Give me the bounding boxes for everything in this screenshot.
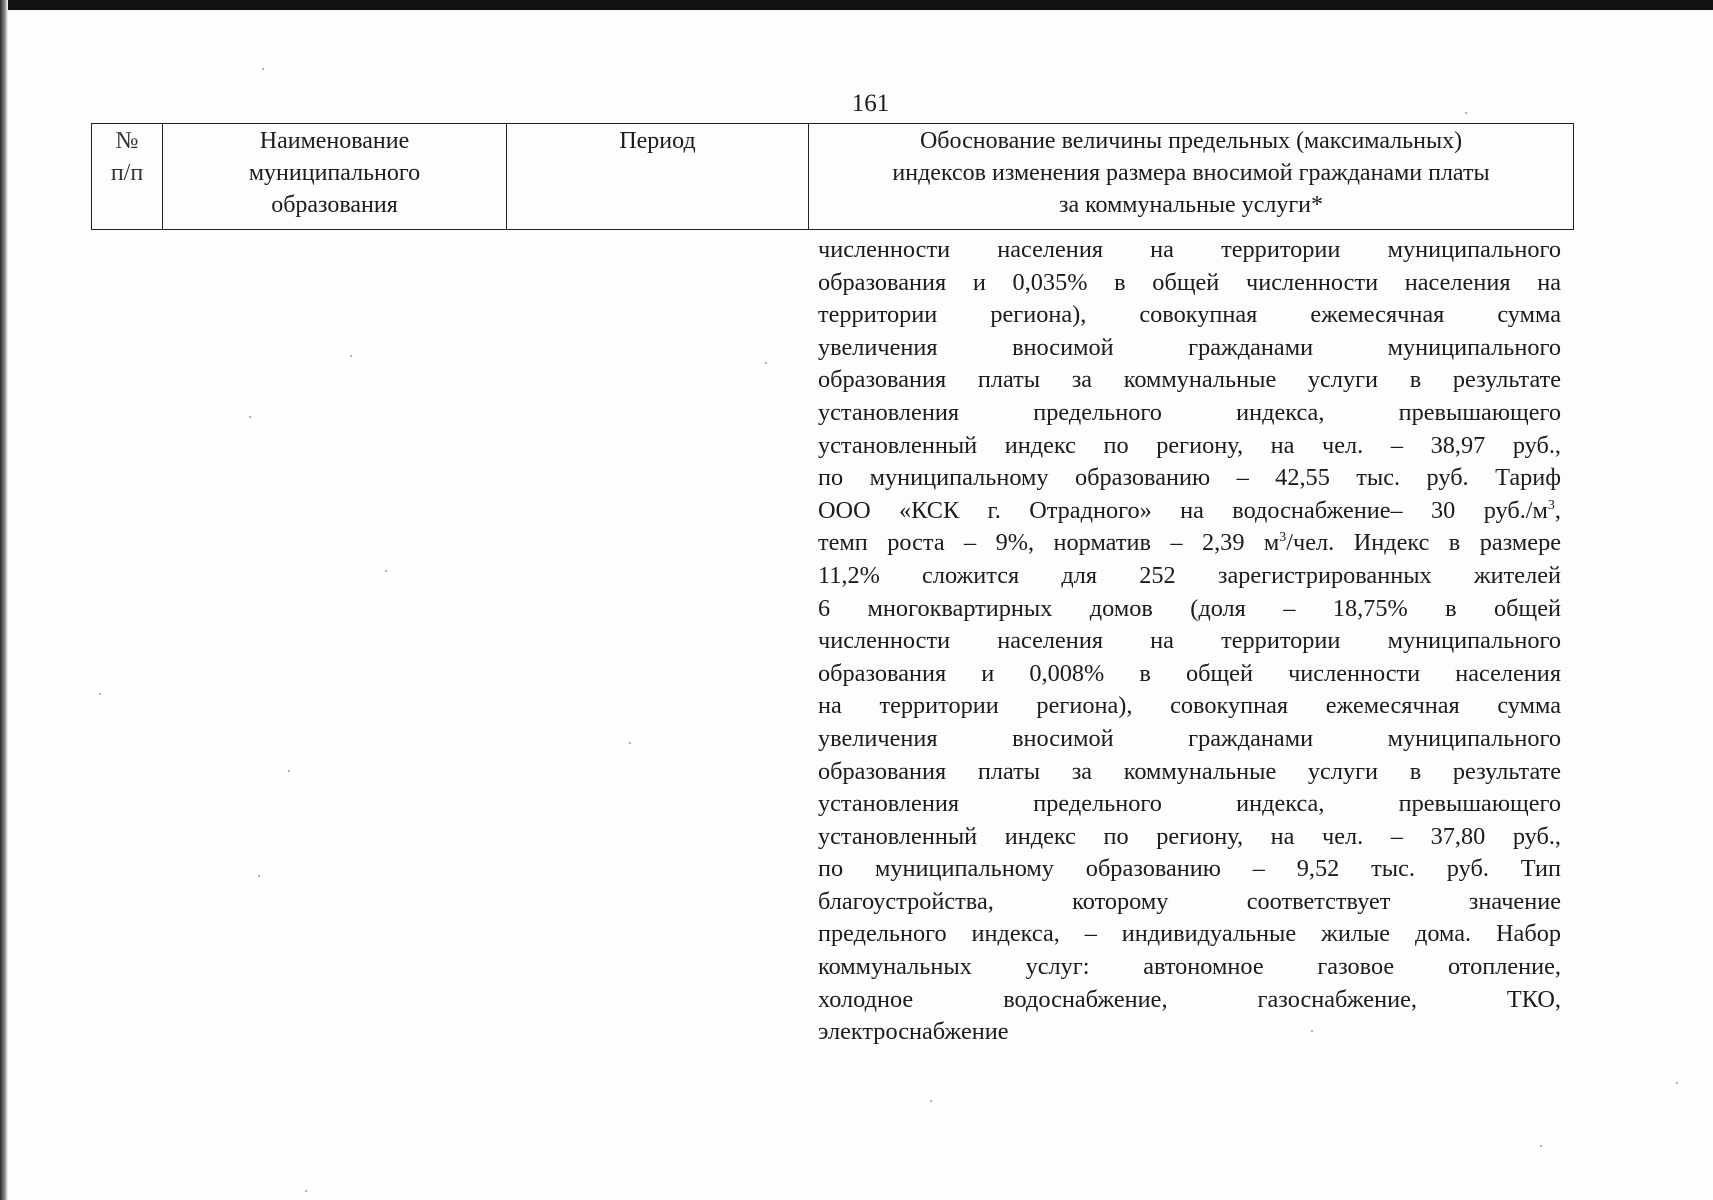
body-line: коммунальных услуг: автономное газовое отопление, [818,953,1561,981]
body-line: установленный индекс по региону, на чел. – 38,97 руб., [818,431,1561,459]
scan-speck [99,693,101,695]
body-line: численности населения на территории муниципального [818,236,1561,263]
header-cell-justification [809,124,1574,230]
scan-speck [385,570,387,572]
header-municipality-line-2: муниципального [248,160,421,186]
page-number [0,90,1713,118]
scan-speck [1465,112,1467,114]
body-line: холодное водоснабжение, газоснабжение, ТКО, [818,985,1561,1013]
body-line: 6 многоквартирных домов (доля – 18,75% в общей [818,594,1561,622]
page-number-text: 161 [851,90,890,117]
scan-speck [765,362,767,364]
body-line: образования и 0,035% в общей численности населения на [818,268,1561,296]
body-line: образования платы за коммунальные услуги в результате [818,366,1561,394]
body-line: установленный индекс по региону, на чел. – 37,80 руб., [818,822,1561,850]
body-line: установления предельного индекса, превышающего [818,398,1561,426]
scan-speck [350,355,352,357]
header-cell-municipality [163,124,507,230]
body-line-norm [818,527,1561,560]
body-line: численности населения на территории муниципального [818,627,1561,655]
table-header [91,123,1574,230]
scan-speck [288,770,290,772]
header-municipality-line-3: образования [271,192,398,218]
scan-speck [1311,1030,1313,1032]
scan-speck [930,1100,932,1102]
scan-speck [249,416,251,418]
cubic-superscript: 3 [1547,497,1555,513]
header-municipality-line-1: Наименование [259,128,410,154]
cubic-superscript: 3 [1279,530,1287,546]
body-line: по муниципальному образованию – 9,52 тыс. руб. Тип [818,855,1561,883]
header-justification-line-1: Обоснование величины предельных (максимальных) [919,128,1463,154]
body-line: увеличения вносимой гражданами муниципального [818,724,1561,752]
body-line: увеличения вносимой гражданами муниципального [818,333,1561,361]
body-line: электроснабжение [818,1018,1009,1046]
scan-speck [1540,1145,1542,1147]
body-line: территории региона), совокупная ежемесячная сумма [818,301,1561,329]
scan-border-left [0,0,8,1200]
scan-speck [629,742,631,744]
scan-speck [258,875,260,877]
header-cell-period [507,124,809,230]
body-line-norm-tail: /чел. Индекс в размере [1286,529,1561,557]
body-line-tariff [818,495,1561,528]
body-line-tariff-text: ООО «КСК г. Отрадного» на водоснабжение– 30 руб./м [818,496,1548,524]
header-number-abbrev: п/п [110,160,144,186]
header-cell-number [92,124,163,230]
scan-speck [1676,1082,1678,1084]
body-line: образования и 0,008% в общей численности населения [818,659,1561,687]
justification-body-text [818,234,1561,1049]
body-line: предельного индекса, – индивидуальные жилые дома. Набор [818,920,1561,948]
body-line-norm-text: темп роста – 9%, норматив – 2,39 м [818,529,1280,557]
body-line: образования платы за коммунальные услуги в результате [818,757,1561,785]
table-header-row [92,124,1574,230]
scan-speck [305,1190,307,1192]
header-number-sign: № [115,128,139,154]
body-line: 11,2% сложится для 252 зарегистрированных жителей [818,561,1561,589]
body-line: по муниципальному образованию – 42,55 тыс. руб. Тариф [818,464,1561,492]
body-line: благоустройства, которому соответствует значение [818,887,1561,915]
body-line: на территории региона), совокупная ежемесячная сумма [818,692,1561,720]
header-justification-line-2: индексов изменения размера вносимой гражданами платы [892,160,1490,186]
header-justification-line-3: за коммунальные услуги* [1058,192,1324,218]
scan-border-top [0,0,1713,10]
header-period-label: Период [619,128,696,154]
body-line: установления предельного индекса, превышающего [818,790,1561,818]
scan-speck [262,68,264,70]
body-line-tariff-tail: , [1554,496,1561,524]
